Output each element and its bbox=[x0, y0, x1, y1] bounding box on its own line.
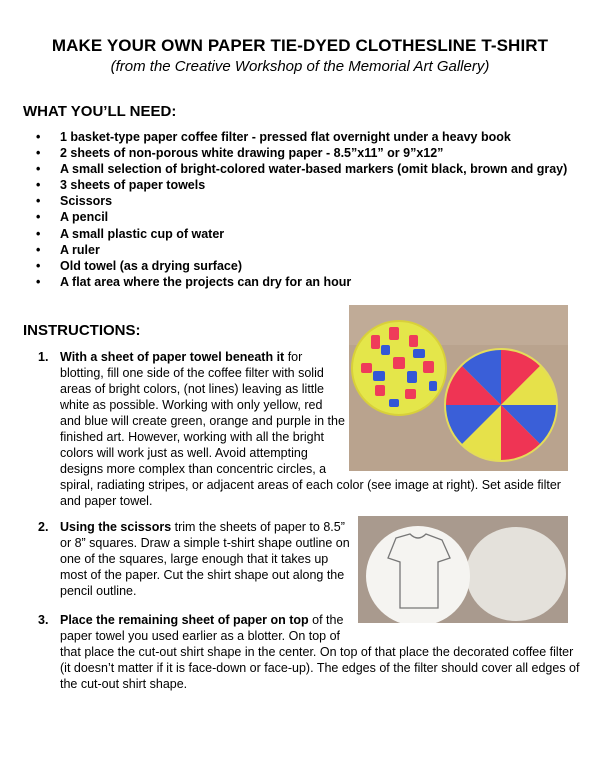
step-lead: Using the scissors bbox=[60, 520, 172, 534]
list-item: • 3 sheets of paper towels bbox=[22, 177, 567, 193]
step-number: 3. bbox=[38, 613, 49, 627]
instruction-step-1: 1. With a sheet of paper towel beneath it for blotting, fill one side of the coffee filter with solid areas of bright colors, (not lines) leaving as little white as possible. Working with only yellow, red and blue will create green, orange and purple in the finished art. However, working with all the bright colors will work just as well. Avoid attempting designs more complex than concentric circles, a spiral, radiating stripes, or adjacent areas of each color (see image at right). Set aside filter and paper towel. bbox=[38, 350, 561, 508]
list-item: • A flat area where the projects can dry for an hour bbox=[22, 274, 567, 290]
list-item: • Old towel (as a drying surface) bbox=[22, 258, 567, 274]
step-lead: Place the remaining sheet of paper on top bbox=[60, 613, 309, 627]
instruction-step-3: 3. Place the remaining sheet of paper on top of the paper towel you used earlier as a blotter. On top of that place the cut-out shirt shape in the center. On top of that place the decorated coffee filter (it doesn’t matter if it is face-down or face-up). The edges of the filter should cover all edges of the cut-out shirt shape. bbox=[38, 613, 580, 691]
instructions-heading: INSTRUCTIONS: bbox=[23, 322, 141, 339]
needs-heading: WHAT YOU’LL NEED: bbox=[23, 103, 177, 120]
list-item: • A small plastic cup of water bbox=[22, 226, 567, 242]
list-item: • Scissors bbox=[22, 193, 567, 209]
list-item: • A pencil bbox=[22, 209, 567, 225]
list-item: • 2 sheets of non-porous white drawing paper - 8.5”x11” or 9”x12” bbox=[22, 145, 567, 161]
list-item: • 1 basket-type paper coffee filter - pressed flat overnight under a heavy book bbox=[22, 129, 567, 145]
step-number: 2. bbox=[38, 520, 49, 534]
step-lead: With a sheet of paper towel beneath it bbox=[60, 350, 285, 364]
step-number: 1. bbox=[38, 350, 49, 364]
instruction-step-2: 2. Using the scissors trim the sheets of paper to 8.5” or 8” squares. Draw a simple t-shirt shape outline on one of the squares, large enough that it takes up most of the paper. Cut the shirt shape out along the pencil outline. bbox=[38, 520, 350, 598]
tshirt-cutout-and-filter-icon bbox=[358, 516, 568, 623]
list-item: • A ruler bbox=[22, 242, 567, 258]
tshirt-photo bbox=[358, 516, 568, 623]
list-item: • A small selection of bright-colored water-based markers (omit black, brown and gray) bbox=[22, 161, 567, 177]
page-title: MAKE YOUR OWN PAPER TIE-DYED CLOTHESLINE T-SHIRT bbox=[51, 36, 549, 55]
page-subtitle: (from the Creative Workshop of the Memorial Art Gallery) bbox=[110, 58, 490, 75]
needs-list bbox=[22, 129, 567, 290]
